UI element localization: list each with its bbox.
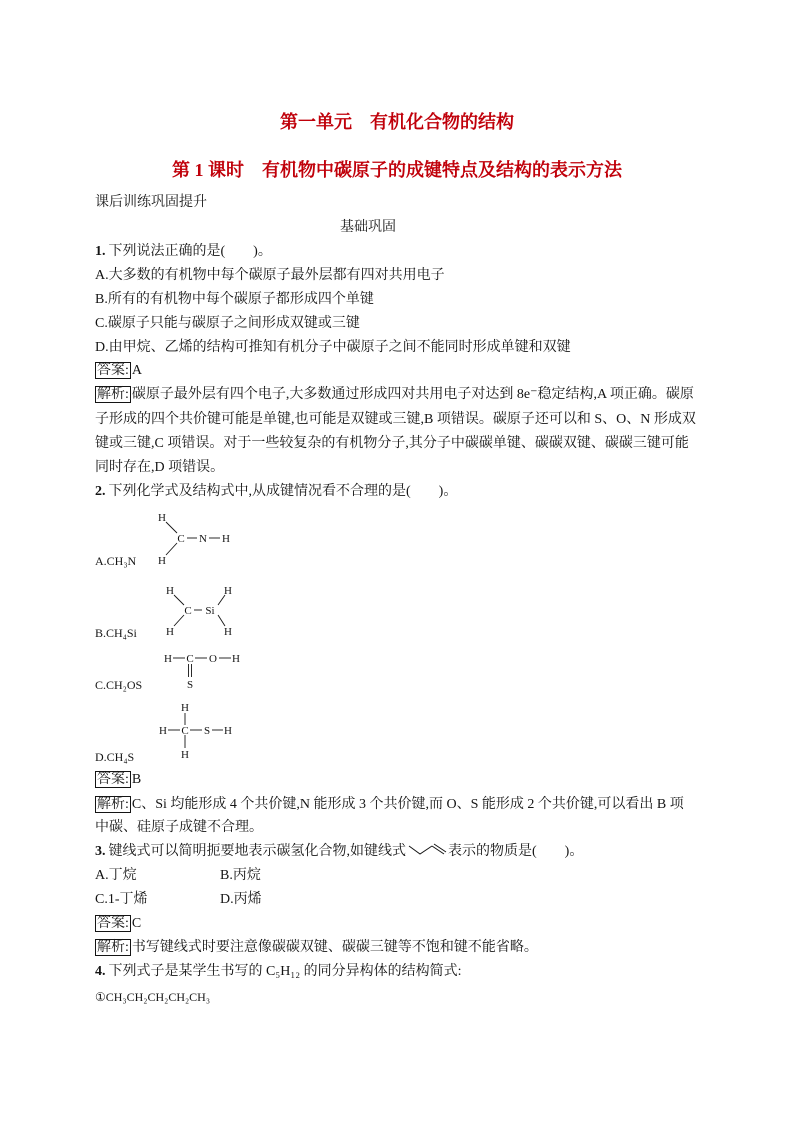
atom-c: C: [177, 533, 185, 545]
structure-b: [150, 578, 250, 643]
q2-option-b-label: B.CH₄Si: [95, 626, 137, 640]
q1-analysis-line: 子形成的四个共价键可能是单键,也可能是双键或三键,B 项错误。碳原子还可以和 S、O、N 形成双: [95, 412, 696, 427]
analysis-text: C、Si 均能形成 4 个共价键,N 能形成 3 个共价键,而 O、S 能形成 2 个共价键,可以看出 B 项: [131, 797, 684, 812]
q1-analysis-line: 键或三键,C 项错误。对于一些较复杂的有机物分子,其分子中碳碳单键、碳碳双键、碳碳三键可能: [95, 436, 689, 451]
atom-h: H: [158, 555, 166, 567]
question-1-stem: [95, 242, 272, 262]
answer-value: C: [131, 916, 142, 931]
question-3-stem: [95, 842, 583, 862]
question-number: 4.: [95, 964, 106, 979]
question-number: 1.: [95, 244, 106, 259]
atom-c: C: [184, 605, 192, 617]
atom-h: H: [181, 749, 189, 761]
q3-option-d: D.丙烯: [220, 892, 262, 907]
atom-h: H: [164, 653, 172, 665]
question-number: 2.: [95, 484, 106, 499]
q2-answer: [95, 770, 141, 790]
atom-s: S: [186, 679, 194, 691]
analysis-label: 解析:: [97, 797, 129, 812]
atom-h: H: [159, 725, 167, 737]
structure-c: [150, 645, 250, 695]
q1-option-b: B.所有的有机物中每个碳原子都形成四个单键: [95, 292, 374, 307]
bond-line-formula: [407, 843, 447, 857]
atom-c: C: [181, 725, 189, 737]
structure-a: [150, 505, 250, 570]
atom-c: C: [186, 653, 194, 665]
q1-option-d: D.由甲烷、乙烯的结构可推知有机分子中碳原子之间不能同时形成单键和双键: [95, 340, 571, 355]
analysis-text: 书写键线式时要注意像碳碳双键、碳碳三键等不饱和键不能省略。: [131, 940, 538, 955]
question-4-stem: [95, 962, 461, 982]
answer-value: B: [131, 772, 142, 787]
q3-option-a: A.丁烷: [95, 868, 137, 883]
q3-option-c: C.1-丁烯: [95, 892, 148, 907]
question-text: 表示的物质是( )。: [448, 844, 584, 859]
bond: [218, 615, 225, 626]
question-text: 下列说法正确的是( )。: [108, 244, 272, 259]
bond: [174, 595, 184, 605]
q1-analysis-line: [95, 385, 694, 405]
lesson-title: 第 1 课时 有机物中碳原子的成键特点及结构的表示方法: [172, 160, 622, 180]
q1-answer: [95, 361, 142, 381]
q2-analysis-line: [95, 795, 684, 815]
question-text: 键线式可以简明扼要地表示碳氢化合物,如键线式: [108, 844, 406, 859]
atom-h: H: [222, 533, 230, 545]
q1-analysis-line: 同时存在,D 项错误。: [95, 460, 225, 475]
question-number: 3.: [95, 844, 106, 859]
structure-d: [150, 697, 250, 765]
answer-label: 答案:: [97, 363, 129, 378]
analysis-label: 解析:: [97, 940, 129, 955]
atom-h: H: [224, 725, 232, 737]
q1-option-c: C.碳原子只能与碳原子之间形成双键或三键: [95, 316, 360, 331]
atom-h: H: [181, 702, 189, 714]
atom-n: N: [199, 533, 207, 545]
atom-h: H: [166, 585, 174, 597]
question-text: 下列式子是某学生书写的 C₅H₁₂ 的同分异构体的结构简式:: [108, 964, 462, 979]
atom-o: O: [209, 653, 217, 665]
atom-h: H: [224, 626, 232, 638]
atom-si: Si: [205, 605, 215, 617]
q3-option-b: B.丙烷: [220, 868, 261, 883]
q2-option-c-label: C.CH₂OS: [95, 678, 143, 692]
bond: [166, 522, 177, 533]
answer-label: 答案:: [97, 772, 129, 787]
q3-answer: [95, 914, 141, 934]
analysis-text: 碳原子最外层有四个电子,大多数通过形成四对共用电子对达到 8e⁻稳定结构,A 项正确。碳原: [131, 387, 694, 402]
atom-h: H: [232, 653, 240, 665]
q2-option-a-label: A.CH₃N: [95, 554, 137, 568]
bond: [174, 615, 184, 626]
unit-title: 第一单元 有机化合物的结构: [280, 112, 514, 132]
question-text: 下列化学式及结构式中,从成键情况看不合理的是( )。: [108, 484, 458, 499]
bond: [166, 543, 177, 555]
subsection-heading: 基础巩固: [340, 220, 396, 235]
answer-value: A: [131, 363, 143, 378]
atom-h: H: [224, 585, 232, 597]
q2-analysis-line: 中碳、硅原子成键不合理。: [95, 820, 263, 835]
single-bonds: [409, 846, 432, 854]
q1-option-a: A.大多数的有机物中每个碳原子最外层都有四对共用电子: [95, 268, 445, 283]
section-heading: 课后训练巩固提升: [95, 195, 207, 210]
q4-item: ①CH₃CH₂CH₂CH₂CH₃: [95, 990, 211, 1004]
question-2-stem: [95, 482, 457, 502]
q3-analysis-line: [95, 938, 538, 958]
analysis-label: 解析:: [97, 387, 129, 402]
atom-s: S: [203, 725, 211, 737]
answer-label: 答案:: [97, 916, 129, 931]
atom-h: H: [166, 626, 174, 638]
q2-option-d-label: D.CH₄S: [95, 750, 135, 764]
atom-h: H: [158, 512, 166, 524]
